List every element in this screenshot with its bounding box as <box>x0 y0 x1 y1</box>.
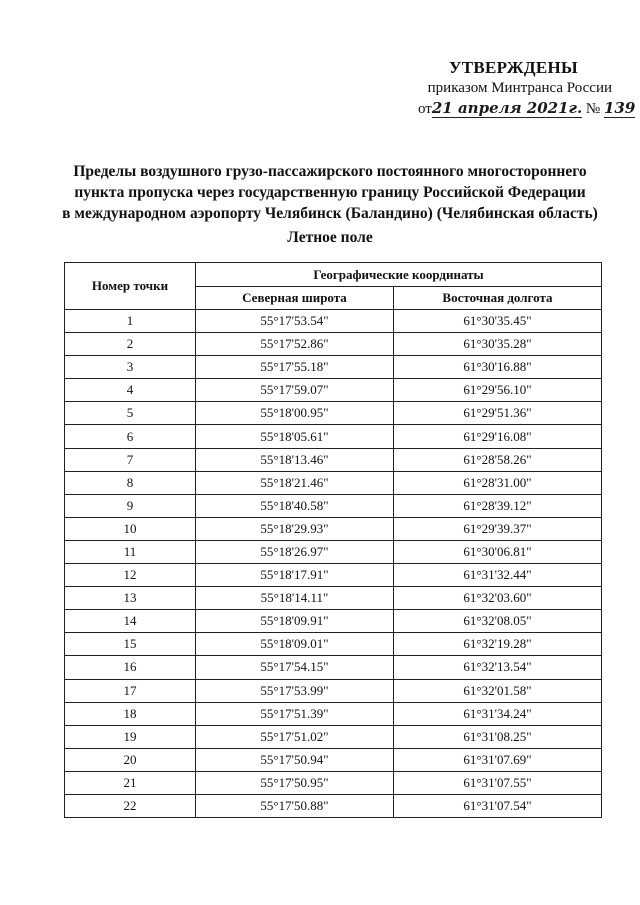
table-row <box>65 656 602 679</box>
table-row <box>65 310 602 333</box>
point-number-cell: 14 <box>65 610 196 633</box>
longitude-cell: 61°32'01.58" <box>393 679 601 702</box>
header-geo-coordinates: Географические координаты <box>196 263 602 287</box>
latitude-cell: 55°17'53.54" <box>196 310 394 333</box>
table-row <box>65 587 602 610</box>
approval-issuer: приказом Минтранса России <box>427 80 612 96</box>
table-row <box>65 748 602 771</box>
point-number-cell: 7 <box>65 448 196 471</box>
point-number-cell: 12 <box>65 564 196 587</box>
table-row <box>65 540 602 563</box>
table-row <box>65 610 602 633</box>
table-row <box>65 702 602 725</box>
longitude-cell: 61°29'51.36" <box>393 402 601 425</box>
latitude-cell: 55°18'05.61" <box>196 425 394 448</box>
table-row <box>65 633 602 656</box>
longitude-cell: 61°28'39.12" <box>393 494 601 517</box>
table-row <box>65 356 602 379</box>
point-number-cell: 4 <box>65 379 196 402</box>
latitude-cell: 55°17'51.39" <box>196 702 394 725</box>
table-row <box>65 402 602 425</box>
latitude-cell: 55°18'09.01" <box>196 633 394 656</box>
title-line-2: пункта пропуска через государственную границу Российской Федерации <box>74 184 586 201</box>
table-row <box>65 333 602 356</box>
latitude-cell: 55°17'53.99" <box>196 679 394 702</box>
longitude-cell: 61°31'07.54" <box>393 794 601 817</box>
table-row <box>65 725 602 748</box>
table-row <box>65 679 602 702</box>
order-reference <box>418 99 636 118</box>
point-number-cell: 8 <box>65 471 196 494</box>
latitude-cell: 55°18'26.97" <box>196 540 394 563</box>
latitude-cell: 55°18'17.91" <box>196 564 394 587</box>
longitude-cell: 61°32'19.28" <box>393 633 601 656</box>
approval-block <box>412 58 636 118</box>
table-body <box>65 310 602 818</box>
latitude-cell: 55°17'52.86" <box>196 333 394 356</box>
point-number-cell: 20 <box>65 748 196 771</box>
longitude-cell: 61°28'58.26" <box>393 448 601 471</box>
latitude-cell: 55°17'51.02" <box>196 725 394 748</box>
point-number-cell: 16 <box>65 656 196 679</box>
latitude-cell: 55°17'50.88" <box>196 794 394 817</box>
header-latitude: Северная широта <box>196 287 394 310</box>
longitude-cell: 61°30'35.28" <box>393 333 601 356</box>
table-row <box>65 564 602 587</box>
table-row <box>65 794 602 817</box>
latitude-cell: 55°18'21.46" <box>196 471 394 494</box>
latitude-cell: 55°18'09.91" <box>196 610 394 633</box>
longitude-cell: 61°31'07.69" <box>393 748 601 771</box>
table-row <box>65 425 602 448</box>
latitude-cell: 55°18'29.93" <box>196 517 394 540</box>
longitude-cell: 61°31'07.55" <box>393 771 601 794</box>
point-number-cell: 5 <box>65 402 196 425</box>
point-number-cell: 1 <box>65 310 196 333</box>
point-number-cell: 10 <box>65 517 196 540</box>
longitude-cell: 61°32'13.54" <box>393 656 601 679</box>
longitude-cell: 61°30'35.45" <box>393 310 601 333</box>
latitude-cell: 55°17'59.07" <box>196 379 394 402</box>
latitude-cell: 55°18'40.58" <box>196 494 394 517</box>
order-prefix: от <box>418 101 432 117</box>
latitude-cell: 55°17'54.15" <box>196 656 394 679</box>
longitude-cell: 61°30'16.88" <box>393 356 601 379</box>
longitude-cell: 61°28'31.00" <box>393 471 601 494</box>
point-number-cell: 19 <box>65 725 196 748</box>
point-number-cell: 3 <box>65 356 196 379</box>
point-number-cell: 9 <box>65 494 196 517</box>
header-point-number: Номер точки <box>65 263 196 310</box>
longitude-cell: 61°30'06.81" <box>393 540 601 563</box>
longitude-cell: 61°31'32.44" <box>393 564 601 587</box>
longitude-cell: 61°32'08.05" <box>393 610 601 633</box>
latitude-cell: 55°18'13.46" <box>196 448 394 471</box>
point-number-cell: 11 <box>65 540 196 563</box>
latitude-cell: 55°18'14.11" <box>196 587 394 610</box>
point-number-cell: 2 <box>65 333 196 356</box>
order-number-label: № <box>585 101 601 117</box>
point-number-cell: 17 <box>65 679 196 702</box>
table-row <box>65 379 602 402</box>
longitude-cell: 61°31'08.25" <box>393 725 601 748</box>
longitude-cell: 61°31'34.24" <box>393 702 601 725</box>
table-row <box>65 771 602 794</box>
order-number: 139 <box>603 99 636 117</box>
coordinates-table <box>64 262 602 818</box>
document-title <box>40 161 620 224</box>
point-number-cell: 15 <box>65 633 196 656</box>
title-line-3: в международном аэропорту Челябинск (Баландино) (Челябинская область) <box>62 205 598 222</box>
longitude-cell: 61°29'56.10" <box>393 379 601 402</box>
point-number-cell: 18 <box>65 702 196 725</box>
table-row <box>65 494 602 517</box>
table-row <box>65 471 602 494</box>
order-date: 21 апреля 2021г. <box>431 99 583 117</box>
point-number-cell: 13 <box>65 587 196 610</box>
latitude-cell: 55°18'00.95" <box>196 402 394 425</box>
point-number-cell: 6 <box>65 425 196 448</box>
latitude-cell: 55°17'50.95" <box>196 771 394 794</box>
point-number-cell: 22 <box>65 794 196 817</box>
table-row <box>65 448 602 471</box>
longitude-cell: 61°29'39.37" <box>393 517 601 540</box>
approval-title: УТВЕРЖДЕНЫ <box>448 58 578 77</box>
point-number-cell: 21 <box>65 771 196 794</box>
longitude-cell: 61°29'16.08" <box>393 425 601 448</box>
table-row <box>65 517 602 540</box>
header-longitude: Восточная долгота <box>393 287 601 310</box>
title-line-1: Пределы воздушного грузо-пассажирского постоянного многостороннего <box>73 163 587 180</box>
latitude-cell: 55°17'50.94" <box>196 748 394 771</box>
longitude-cell: 61°32'03.60" <box>393 587 601 610</box>
section-title: Летное поле <box>287 229 373 246</box>
latitude-cell: 55°17'55.18" <box>196 356 394 379</box>
